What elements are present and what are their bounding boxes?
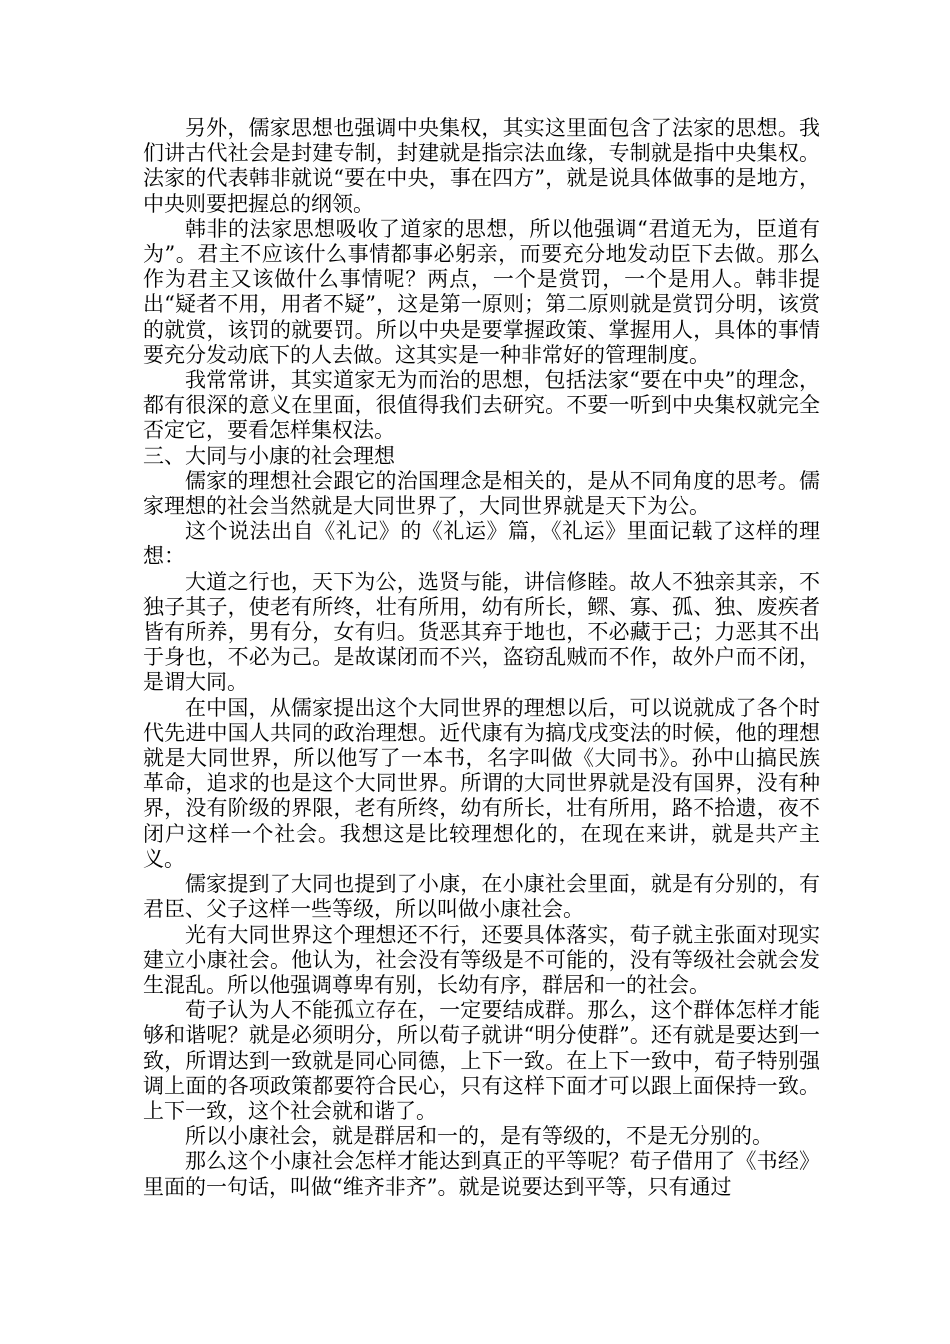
- paragraph: 那么这个小康社会怎样才能达到真正的平等呢？荀子借用了《书经》里面的一句话，叫做“维齐非齐”。就是说要达到平等，只有通过: [143, 1149, 820, 1199]
- paragraph: 韩非的法家思想吸收了道家的思想，所以他强调“君道无为，臣道有为”。君主不应该什么事情都事必躬亲，而要充分地发动臣下去做。那么作为君主又该做什么事情呢？两点，一个是赏罚，一个是用人。韩非提出“疑者不用，用者不疑”，这是第一原则；第二原则就是赏罚分明，该赏的就赏，该罚的就要罚。所以中央是要掌握政策、掌握用人，具体的事情要充分发动底下的人去做。这其实是一种非常好的管理制度。: [143, 216, 820, 367]
- paragraph: 我常常讲，其实道家无为而治的思想，包括法家“要在中央”的理念，都有很深的意义在里面，很值得我们去研究。不要一听到中央集权就完全否定它，要看怎样集权法。: [143, 368, 820, 443]
- paragraph: 在中国，从儒家提出这个大同世界的理想以后，可以说就成了各个时代先进中国人共同的政治理想。近代康有为搞戊戌变法的时候，他的理想就是大同世界，所以他写了一本书，名字叫做《大同书》。孙中山搞民族革命，追求的也是这个大同世界。所谓的大同世界就是没有国界，没有种界，没有阶级的界限，老有所终，幼有所长，壮有所用，路不拾遗，夜不闭户这样一个社会。我想这是比较理想化的，在现在来讲，就是共产主义。: [143, 695, 820, 871]
- paragraph: 这个说法出自《礼记》的《礼运》篇，《礼运》里面记载了这样的理想：: [143, 519, 820, 569]
- document-page: [143, 116, 820, 1200]
- paragraph: 另外，儒家思想也强调中央集权，其实这里面包含了法家的思想。我们讲古代社会是封建专制，封建就是指宗法血缘，专制就是指中央集权。法家的代表韩非就说“要在中央，事在四方”，就是说具体做事的是地方，中央则要把握总的纲领。: [143, 116, 820, 216]
- paragraph: 儒家的理想社会跟它的治国理念是相关的，是从不同角度的思考。儒家理想的社会当然就是大同世界了，大同世界就是天下为公。: [143, 468, 820, 519]
- paragraph: 光有大同世界这个理想还不行，还要具体落实，荀子就主张面对现实建立小康社会。他认为，社会没有等级是不可能的，没有等级社会就会发生混乱。所以他强调尊卑有别，长幼有序，群居和一的社会。: [143, 922, 820, 997]
- quotation-paragraph: 大道之行也，天下为公，选贤与能，讲信修睦。故人不独亲其亲，不独子其子，使老有所终，壮有所用，幼有所长，鳏、寡、孤、独、废疾者皆有所养，男有分，女有归。货恶其弃于地也，不必藏于己；力恶其不出于身也，不必为己。是故谋闭而不兴，盗窃乱贼而不作，故外户而不闭，是谓大同。: [143, 569, 820, 695]
- paragraph: 儒家提到了大同也提到了小康，在小康社会里面，就是有分别的，有君臣、父子这样一些等级，所以叫做小康社会。: [143, 872, 820, 922]
- section-heading: 三、大同与小康的社会理想: [143, 443, 395, 468]
- paragraph: 荀子认为人不能孤立存在，一定要结成群。那么，这个群体怎样才能够和谐呢？就是必须明分，所以荀子就讲“明分使群”。还有就是要达到一致，所谓达到一致就是同心同德，上下一致。在上下一致中，荀子特别强调上面的各项政策都要符合民心，只有这样下面才可以跟上面保持一致。上下一致，这个社会就和谐了。: [143, 998, 820, 1123]
- paragraph: 所以小康社会，就是群居和一的，是有等级的，不是无分别的。: [185, 1124, 773, 1149]
